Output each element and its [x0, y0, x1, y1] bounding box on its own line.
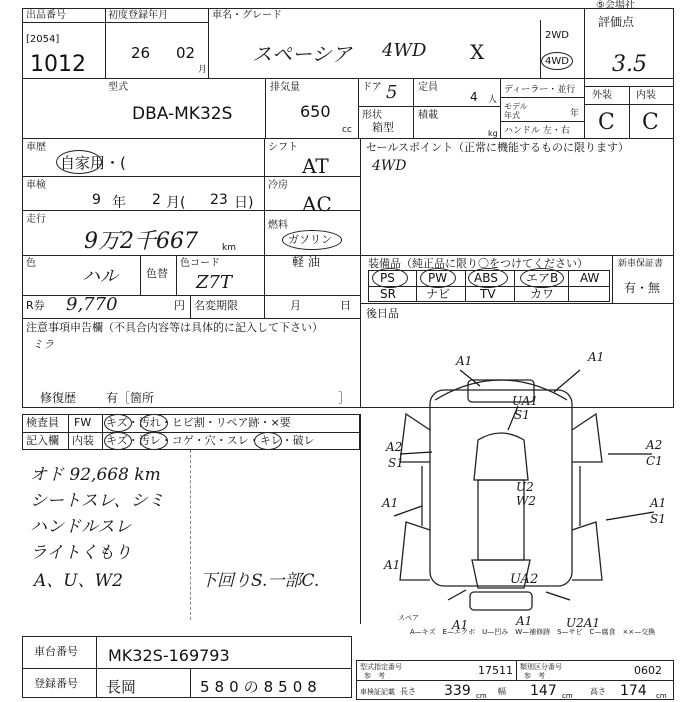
notes-hand: ミラ: [32, 338, 54, 351]
mark-left-a2: A2: [386, 440, 403, 454]
hand-seat: シートスレ、シミ: [30, 491, 165, 511]
grade-hand: X: [470, 40, 485, 64]
capacity-unit: 人: [488, 95, 498, 105]
reg-day: 日: [340, 299, 351, 312]
first-reg-year: 26: [131, 44, 151, 62]
registration-digits: 580の8508: [200, 678, 322, 696]
reg-month: 月: [290, 299, 301, 312]
chassis-label: 車台番号: [34, 645, 78, 658]
height-value: 174: [620, 683, 647, 699]
interior-label: 内装: [636, 90, 656, 101]
mark-front-right: A1: [588, 350, 605, 364]
fuel-circle: [282, 230, 342, 250]
load-unit: kg: [488, 129, 498, 138]
later-label: 後日品: [366, 307, 399, 320]
color-code-label: 色コード: [180, 258, 220, 269]
load-label: 積載: [418, 110, 438, 121]
equip-ps-circle: [372, 268, 408, 288]
repair-label: 修復歴: [40, 391, 77, 405]
hand-codes: A、U、W2: [34, 571, 123, 591]
sales-point-label: セールスポイント（正常に機能するものに限ります）: [366, 141, 630, 154]
lot-sub: [2054]: [26, 34, 60, 45]
sure-circle: [254, 432, 282, 450]
model-year-label: モデル年式: [504, 102, 528, 120]
mark-front-left: A1: [456, 354, 473, 368]
class-ref: 参 考: [524, 672, 545, 680]
entry-row: キズ・汚レ・コゲ・穴・スレ・キレ・破レ: [106, 434, 315, 447]
hand-light: ライトくもり: [30, 543, 132, 563]
lot-number: 1012: [30, 52, 86, 77]
exterior-label: 外装: [592, 90, 612, 101]
class-value: 0602: [634, 664, 662, 677]
equip-navi: ナビ: [426, 287, 451, 301]
ac-label: 冷房: [268, 180, 288, 191]
fw-label: FW: [74, 416, 92, 429]
equip-ps: PS: [380, 271, 395, 285]
damage-legend: A—キズ E—エクボ U—凹み W—補修跡 S—サビ C—腐食 ××—交換: [410, 628, 656, 636]
shift-value: AT: [302, 154, 329, 178]
dealer-label: ディーラー・並行: [504, 85, 576, 95]
history-value: 自家用・(: [60, 154, 126, 172]
hand-handle: ハンドルスレ: [30, 517, 132, 537]
shape-label-1: 形状: [362, 110, 382, 121]
score-label: 評価点: [598, 15, 635, 29]
car-name-label: 車名・グレード: [212, 10, 282, 21]
height-unit: cm: [656, 692, 667, 700]
color-value: ハル: [82, 266, 118, 287]
recycle-unit: 円: [174, 299, 185, 312]
interior-tag: 内装: [72, 434, 94, 447]
length-unit: cm: [476, 692, 487, 700]
shaken-month: 2: [152, 192, 161, 208]
equip-airbag-circle: [520, 268, 564, 288]
mileage-label: 走行: [26, 214, 46, 225]
mark-rear-right-u2a1: U2A1: [566, 616, 601, 630]
mark-hatch-ua2: UA2: [510, 572, 539, 587]
equip-tv: TV: [480, 287, 496, 301]
first-reg-label: 初度登録年月: [108, 10, 168, 21]
height-label: 高さ: [590, 687, 606, 696]
displacement-value: 650: [300, 102, 331, 121]
hand-odo: オド 92,668 km: [30, 465, 161, 485]
mark-roof-u2: U2: [516, 480, 534, 494]
warranty-value: 有・無: [624, 281, 661, 295]
repair-close: ］: [338, 391, 351, 405]
sales-point-hand: 4WD: [372, 158, 407, 174]
mark-roof-w2: W2: [516, 494, 536, 508]
shaken-day: 23: [210, 192, 228, 208]
registration-label: 登録番号: [34, 677, 78, 690]
fuel-gasoline: ガソリン: [288, 233, 332, 246]
class-label: 類別区分番号: [520, 663, 562, 671]
mark-hood-ua1: UA1: [512, 394, 539, 408]
inspector-label: 検査員: [26, 416, 59, 429]
recycle-value: 9,770: [66, 294, 118, 315]
equip-abs-circle: [468, 268, 508, 288]
drive-hand: 4WD: [382, 40, 427, 61]
doors-value: 5: [386, 82, 398, 103]
spare-label: スペア: [398, 614, 419, 622]
score-value: 3.5: [612, 52, 647, 77]
warranty-label: 新車保証書: [618, 259, 664, 269]
color-change-label: 色替: [146, 267, 168, 280]
mark-hood-s1: S1: [514, 408, 530, 422]
mark-rear-a1: A1: [516, 614, 533, 628]
doors-label: ドア: [362, 82, 382, 93]
shape-label-2: 箱型: [372, 121, 394, 134]
car-name: スペーシア: [252, 42, 352, 66]
color-label: 色: [26, 258, 36, 269]
length-value: 339: [444, 683, 471, 699]
yogore2-circle: [140, 432, 168, 450]
first-reg-month: 02: [176, 44, 196, 62]
kizu-circle: [104, 414, 132, 432]
mark-right-door-s1: S1: [650, 512, 666, 526]
yogore-circle: [140, 414, 168, 432]
displacement-label: 排気量: [270, 82, 300, 93]
equip-airbag: エアB: [526, 271, 559, 285]
shaken-year: 9: [92, 192, 101, 208]
twowd-label: 2WD: [545, 30, 569, 41]
width-unit: cm: [562, 692, 573, 700]
mark-right-c1: C1: [646, 454, 663, 468]
shift-label: シフト: [268, 142, 298, 153]
notes-label: 注意事項申告欄（不具合内容等は具体的に記入して下さい）: [26, 321, 323, 334]
mark-right-door-a1: A1: [650, 496, 667, 510]
shaken-label: 車検: [26, 180, 46, 191]
equipment-label: 装備品（純正品に限り〇をつけてください）: [368, 257, 588, 270]
designated-ref: 参 考: [364, 672, 385, 680]
designated-value: 17511: [478, 664, 513, 677]
mileage-value: 9万2千667: [84, 229, 198, 254]
fourwd-label: 4WD: [545, 56, 569, 67]
exterior-value: C: [598, 110, 615, 135]
capacity-value: 4: [470, 90, 478, 104]
repair-value: 有［箇所: [106, 391, 155, 405]
history-label: 車歴: [26, 142, 46, 153]
kizu2-circle: [104, 432, 132, 450]
model-year-unit: 年: [570, 109, 580, 119]
shaken-day-unit: 日): [234, 195, 254, 211]
width-value: 147: [530, 683, 557, 699]
mark-left-rear-a1: A1: [384, 558, 401, 572]
equip-pw-circle: [420, 268, 456, 288]
equip-pw: PW: [428, 271, 448, 285]
mark-rear-left-a1: A1: [452, 618, 469, 632]
recycle-label: R券: [26, 299, 45, 312]
inspector-row: キズ・汚れ・ヒビ割・リペア跡・×要: [106, 416, 291, 429]
mark-left-door-a1: A1: [382, 496, 399, 510]
fuel-label: 燃料: [268, 220, 288, 231]
venue-label: ⑤会場社: [596, 0, 635, 11]
model-value: DBA-MK32S: [132, 104, 233, 124]
color-code-value: Z7T: [196, 272, 232, 293]
lot-label: 出品番号: [26, 10, 66, 21]
mileage-unit: km: [222, 243, 236, 253]
ac-value: AC: [302, 192, 332, 216]
equip-aw: AW: [580, 271, 600, 285]
handle-label: ハンドル 左・右: [504, 126, 570, 136]
interior-value: C: [642, 110, 659, 135]
chassis-value: MK32S-169793: [108, 646, 230, 665]
cc-unit: cc: [342, 125, 352, 135]
shaken-year-unit: 年: [112, 195, 126, 211]
capacity-label: 定員: [418, 82, 438, 93]
size-label: 車検証記載: [360, 688, 395, 696]
equip-sr: SR: [380, 287, 396, 301]
fourwd-circle: [541, 52, 573, 70]
mark-right-a2: A2: [646, 438, 663, 452]
equip-leather: カワ: [530, 287, 555, 301]
equip-abs: ABS: [474, 271, 498, 285]
mark-left-s1: S1: [388, 456, 404, 470]
length-label: 長さ: [400, 687, 416, 696]
reg-label: 名変期限: [194, 299, 238, 312]
month-unit: 月: [198, 65, 208, 75]
model-label: 型式: [108, 82, 128, 93]
history-circle: [56, 150, 102, 174]
registration-region: 長岡: [106, 678, 137, 696]
designated-label: 型式指定番号: [360, 663, 402, 671]
fuel-diesel: 軽 油: [292, 255, 320, 269]
shaken-month-unit: 月(: [166, 195, 186, 211]
hand-underbody: 下回りS.一部C.: [200, 571, 320, 591]
entry-label: 記入欄: [26, 434, 59, 447]
width-label: 幅: [498, 687, 506, 696]
